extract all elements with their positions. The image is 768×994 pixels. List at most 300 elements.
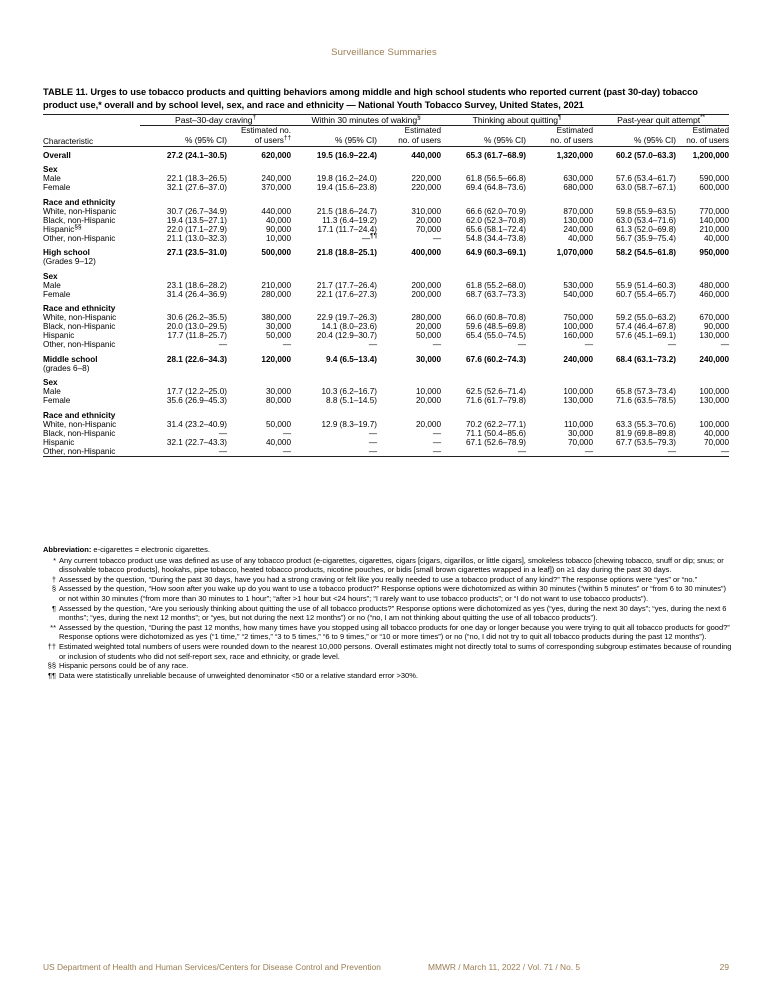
table-cell: 62.5 (52.6–71.4) bbox=[465, 387, 527, 397]
table-cell: 10,000 bbox=[265, 233, 292, 243]
table-cell: — bbox=[218, 428, 227, 438]
table-cell: 680,000 bbox=[563, 183, 594, 193]
table-cell: 21.5 (18.6–24.7) bbox=[316, 206, 378, 216]
table-cell: 22.9 (19.7–26.3) bbox=[316, 313, 378, 323]
table-cell bbox=[676, 266, 729, 281]
table-row bbox=[43, 174, 729, 183]
table-cell: 750,000 bbox=[563, 313, 594, 323]
table-cell: — bbox=[517, 340, 527, 350]
table-cell: —¶¶ bbox=[361, 231, 378, 243]
table-cell: 240,000 bbox=[699, 354, 730, 364]
table-cell: 200,000 bbox=[411, 280, 442, 290]
table-cell bbox=[526, 160, 593, 175]
table-cell: 670,000 bbox=[699, 313, 730, 323]
table-cell: 20,000 bbox=[415, 215, 442, 225]
footer-page-number: 29 bbox=[719, 962, 729, 972]
table-cell bbox=[676, 160, 729, 175]
table-cell: 70,000 bbox=[415, 224, 442, 234]
table-cell bbox=[291, 299, 377, 314]
table-cell: 58.2 (54.5–61.8) bbox=[615, 248, 677, 258]
table-cell: 120,000 bbox=[261, 354, 292, 364]
table-cell bbox=[227, 257, 291, 266]
table-row bbox=[43, 405, 729, 420]
table-cell: 70,000 bbox=[567, 437, 594, 447]
column-header-craving-pct: % (95% CI) bbox=[185, 136, 227, 146]
table-cell bbox=[526, 299, 593, 314]
row-label-marker: §§ bbox=[74, 222, 82, 230]
table-cell bbox=[227, 160, 291, 175]
table-cell bbox=[526, 364, 593, 373]
table-row bbox=[43, 266, 729, 281]
table-title-line-1: TABLE 11. Urges to use tobacco products and quitting behaviors among middle and high school students who reported current (past 30-day) bbox=[43, 87, 661, 97]
footnote-item bbox=[43, 642, 733, 661]
table-cell bbox=[676, 192, 729, 207]
row-label: Hispanic bbox=[43, 437, 75, 447]
table-cell: 50,000 bbox=[265, 419, 292, 429]
row-label: Black, non-Hispanic bbox=[43, 215, 116, 225]
table-cell bbox=[441, 192, 526, 207]
table-cell bbox=[441, 160, 526, 175]
table-cell bbox=[441, 257, 526, 266]
table-body bbox=[43, 147, 729, 456]
footnote-marker: †† bbox=[47, 641, 56, 651]
table-cell: — bbox=[282, 446, 292, 456]
table-cell: 1,200,000 bbox=[692, 150, 730, 160]
table-cell: — bbox=[218, 340, 227, 350]
group-marker: § bbox=[417, 114, 421, 122]
footnote-text: Any current tobacco product use was defined as use of any tobacco product (e-cigarettes, cigarettes, cigars [cigars, cigarillos, or little cigars], smokeless tobacco [chewing tobacco, snuff or dip; snus; or dissolvable tobacco products], hookahs, pipe tobacco, heated tobacco products, nicotine pouches, or bidis [small brown cigarettes wrapped in a leaf]) on ≥1 day during the past 30 days. bbox=[59, 555, 724, 575]
table-cell: — bbox=[432, 428, 442, 438]
table-cell: 30,000 bbox=[567, 428, 594, 438]
table-cell: — bbox=[432, 233, 442, 243]
row-label: Race and ethnicity bbox=[43, 410, 116, 420]
row-label: Hispanic bbox=[43, 331, 75, 341]
group-header-quit-attempt bbox=[593, 115, 729, 126]
table-row bbox=[43, 192, 729, 207]
row-label: Other, non-Hispanic bbox=[43, 233, 116, 243]
column-header-quitting-pct: % (95% CI) bbox=[484, 136, 527, 146]
table-cell: 57.6 (53.4–61.7) bbox=[615, 174, 677, 184]
table-cell: 9.4 (6.5–13.4) bbox=[326, 354, 378, 364]
table-cell: 22.1 (18.3–26.5) bbox=[166, 174, 227, 184]
table-container bbox=[43, 114, 729, 457]
row-label: Hispanic§§ bbox=[43, 222, 82, 234]
footnote-text: Estimated weighted total numbers of users were rounded down to the nearest 10,000 persons. Overall estimates might not directly total to sums of corresponding subgroup estimates because of rounding or inclusion of students who did not self-report sex, race and ethnicity, or grade level. bbox=[59, 641, 732, 661]
table-cell: 32.1 (22.7–43.3) bbox=[166, 437, 227, 447]
data-table bbox=[43, 114, 729, 457]
row-label: Other, non-Hispanic bbox=[43, 340, 116, 350]
table-cell: 130,000 bbox=[699, 396, 730, 406]
table-cell: 280,000 bbox=[411, 313, 442, 323]
table-cell: 240,000 bbox=[563, 354, 594, 364]
table-row bbox=[43, 396, 729, 405]
table-cell: 20,000 bbox=[415, 419, 442, 429]
footnote-text: Assessed by the question, “During the past 30 days, have you had a strong craving or felt like you really needed to use a tobacco product of any kind?” The response options were “yes” or “no.” bbox=[59, 574, 698, 584]
table-cell bbox=[140, 192, 227, 207]
row-label: Middle school bbox=[43, 354, 98, 364]
table-cell: 130,000 bbox=[699, 331, 730, 341]
table-row bbox=[43, 313, 729, 322]
table-cell: 100,000 bbox=[699, 387, 730, 397]
table-cell: 19.4 (15.6–23.8) bbox=[316, 183, 378, 193]
table-row bbox=[43, 387, 729, 396]
table-cell bbox=[291, 160, 377, 175]
table-cell: 19.8 (16.2–24.0) bbox=[316, 174, 378, 184]
footnote-text: Data were statistically unreliable because of unweighted denominator <50 or a relative standard error >30%. bbox=[59, 670, 418, 680]
group-header-spacer bbox=[43, 115, 140, 126]
row-label: Female bbox=[43, 396, 71, 406]
table-cell: 380,000 bbox=[261, 313, 292, 323]
table-row bbox=[43, 290, 729, 299]
row-label: Overall bbox=[43, 150, 71, 160]
table-row bbox=[43, 207, 729, 216]
table-cell bbox=[593, 160, 676, 175]
group-label-text: Thinking about quitting bbox=[472, 115, 558, 125]
table-cell bbox=[291, 405, 377, 420]
footnote-text: Assessed by the question, “How soon after you wake up do you want to use a tobacco product?” Response options were dichotomized as within 30 minutes (“within 5 minutes” or “from 6 to 30 minutes”) or not within 30 minutes (“from more than 30 minutes to 1 hour”; “after >1 hour but <24 hours”; “I rarely want to use tobacco products”; or “I do not want to use tobacco products”). bbox=[59, 584, 727, 603]
table-cell: 21.1 (13.0–32.3) bbox=[166, 233, 227, 243]
table-cell: 55.9 (51.4–60.3) bbox=[615, 280, 677, 290]
table-cell: 40,000 bbox=[703, 233, 730, 243]
table-cell: 1,070,000 bbox=[556, 248, 594, 258]
table-row bbox=[43, 429, 729, 438]
table-cell: — bbox=[282, 340, 292, 350]
table-cell bbox=[593, 266, 676, 281]
footnote-marker: ** bbox=[50, 622, 56, 632]
running-head: Surveillance Summaries bbox=[331, 47, 437, 58]
footnote-marker: ¶¶ bbox=[47, 670, 56, 680]
table-cell: 590,000 bbox=[699, 174, 730, 184]
group-label-text: Past-year quit attempt bbox=[617, 115, 701, 125]
table-cell: 40,000 bbox=[703, 428, 730, 438]
table-cell: — bbox=[368, 428, 378, 438]
row-label: High school bbox=[43, 248, 90, 258]
group-header-craving bbox=[140, 115, 291, 126]
table-cell: 20,000 bbox=[415, 396, 442, 406]
table-cell bbox=[377, 364, 441, 373]
column-header-quitting-users: Estimated no. of users bbox=[550, 126, 594, 146]
table-cell bbox=[676, 364, 729, 373]
table-cell bbox=[227, 192, 291, 207]
table-cell bbox=[377, 266, 441, 281]
table-cell: 32.1 (27.6–37.0) bbox=[166, 183, 227, 193]
row-label: White, non-Hispanic bbox=[43, 419, 117, 429]
table-cell: 40,000 bbox=[265, 215, 292, 225]
table-cell: 19.5 (16.9–22.4) bbox=[316, 150, 378, 160]
table-cell bbox=[526, 257, 593, 266]
table-cell: 20.4 (12.9–30.7) bbox=[316, 331, 378, 341]
table-row bbox=[43, 322, 729, 331]
table-cell: 63.0 (53.4–71.6) bbox=[615, 215, 677, 225]
table-cell: — bbox=[720, 446, 730, 456]
group-label-text: Past–30-day craving bbox=[175, 115, 253, 125]
table-cell: 90,000 bbox=[265, 224, 292, 234]
footnote-marker: §§ bbox=[47, 661, 56, 671]
abbreviation-label: Abbreviation: bbox=[43, 545, 92, 554]
table-cell bbox=[593, 299, 676, 314]
table-cell: 61.3 (52.0–69.8) bbox=[615, 224, 677, 234]
row-label: Other, non-Hispanic bbox=[43, 446, 116, 456]
table-row bbox=[43, 438, 729, 447]
table-cell bbox=[140, 266, 227, 281]
table-cell: 27.1 (23.5–31.0) bbox=[166, 248, 227, 258]
table-cell: 630,000 bbox=[563, 174, 594, 184]
table-row bbox=[43, 225, 729, 234]
table-cell: 240,000 bbox=[563, 224, 594, 234]
table-cell bbox=[676, 299, 729, 314]
table-cell: — bbox=[584, 446, 594, 456]
table-row bbox=[43, 243, 729, 258]
table-cell: 57.6 (45.1–69.1) bbox=[615, 331, 677, 341]
table-cell: 12.9 (8.3–19.7) bbox=[321, 419, 378, 429]
table-cell bbox=[377, 299, 441, 314]
table-cell: 17.7 (11.8–25.7) bbox=[167, 331, 227, 341]
table-cell: 22.1 (17.6–27.3) bbox=[316, 289, 378, 299]
table-row bbox=[43, 257, 729, 266]
abbreviation-note bbox=[43, 545, 733, 555]
table-cell bbox=[227, 364, 291, 373]
table-cell bbox=[676, 405, 729, 420]
table-cell: 63.3 (55.3–70.6) bbox=[615, 419, 677, 429]
table-cell: — bbox=[667, 446, 677, 456]
table-cell: 950,000 bbox=[699, 248, 730, 258]
footnote-item bbox=[43, 604, 733, 623]
footnote-text: Assessed by the question, “During the past 12 months, how many times have you stopped using all tobacco products for one day or longer because you were trying to quit all tobacco products for good?” Response options were dichotomized as yes (“1 time,” “2 times,” “3 to 5 times,” “6 to 9 times,” or “10 or more times”) or no (“no, I did not try to quit all tobacco products during the past 12 months”). bbox=[59, 622, 730, 642]
table-cell bbox=[441, 299, 526, 314]
table-cell: 210,000 bbox=[699, 224, 730, 234]
table-cell: 17.7 (12.2–25.0) bbox=[166, 387, 227, 397]
table-cell: 30,000 bbox=[415, 354, 442, 364]
column-header-attempt-pct: % (95% CI) bbox=[634, 136, 677, 146]
table-cell: 14.1 (8.0–23.6) bbox=[321, 322, 378, 332]
table-cell: 22.0 (17.1–27.9) bbox=[166, 224, 227, 234]
footer-agency: US Department of Health and Human Services/Centers for Disease Control and Prevention bbox=[43, 962, 381, 972]
table-cell: 54.8 (34.4–73.8) bbox=[465, 233, 527, 243]
table-cell: — bbox=[368, 437, 378, 447]
table-cell bbox=[676, 257, 729, 266]
table-cell: — bbox=[282, 428, 292, 438]
table-cell: 71.6 (61.7–79.8) bbox=[465, 396, 527, 406]
table-row bbox=[43, 281, 729, 290]
footnotes bbox=[43, 545, 733, 680]
table-cell: 80,000 bbox=[265, 396, 292, 406]
column-header-waking-pct: % (95% CI) bbox=[335, 136, 378, 146]
column-header-characteristic: Characteristic bbox=[43, 137, 94, 147]
table-cell bbox=[291, 192, 377, 207]
table-cell bbox=[291, 257, 377, 266]
table-cell: 30.7 (26.7–34.9) bbox=[166, 206, 227, 216]
footnote-marker: § bbox=[51, 584, 56, 594]
table-row bbox=[43, 349, 729, 364]
table-cell bbox=[140, 257, 227, 266]
table-cell bbox=[377, 160, 441, 175]
table-cell bbox=[441, 266, 526, 281]
table-row bbox=[43, 420, 729, 429]
table-row bbox=[43, 234, 729, 243]
table-cell: 56.7 (35.9–75.4) bbox=[615, 233, 677, 243]
table-cell bbox=[140, 160, 227, 175]
table-cell: 440,000 bbox=[411, 150, 442, 160]
table-cell: 65.6 (58.1–72.4) bbox=[465, 224, 527, 234]
table-cell: 40,000 bbox=[265, 437, 292, 447]
footnote-item bbox=[43, 623, 733, 642]
table-cell bbox=[593, 405, 676, 420]
table-cell: 460,000 bbox=[699, 289, 730, 299]
table-cell: 67.1 (52.6–78.9) bbox=[465, 437, 527, 447]
table-cell: 870,000 bbox=[563, 206, 594, 216]
table-cell: 220,000 bbox=[411, 183, 442, 193]
table-cell: 400,000 bbox=[411, 248, 442, 258]
table-cell: 59.8 (55.9–63.5) bbox=[615, 206, 677, 216]
footnote-marker: ¶ bbox=[51, 603, 56, 613]
table-cell: 81.9 (69.8–89.8) bbox=[615, 428, 677, 438]
table-cell: 61.8 (56.5–66.8) bbox=[465, 174, 527, 184]
table-cell bbox=[140, 373, 227, 388]
table-row bbox=[43, 299, 729, 314]
table-cell: — bbox=[368, 446, 378, 456]
table-title bbox=[43, 86, 729, 111]
table-cell: 110,000 bbox=[564, 419, 594, 429]
row-label: Female bbox=[43, 183, 71, 193]
table-row bbox=[43, 447, 729, 457]
table-cell bbox=[140, 364, 227, 373]
table-cell: — bbox=[667, 340, 677, 350]
table-cell: 100,000 bbox=[563, 322, 594, 332]
table-cell: 30,000 bbox=[265, 387, 292, 397]
row-label: Sex bbox=[43, 378, 58, 388]
table-row bbox=[43, 183, 729, 192]
footnote-text: Assessed by the question, “Are you seriously thinking about quitting the use of all tobacco products?” Response options were dichotomized as yes (“yes, during the next 30 days”; “yes, during the next 6 months”; “yes, during the next 12 months”; or “yes, but not during the next 12 months”) or no (“no, I am not thinking about quitting the use of all tobacco products”). bbox=[59, 603, 727, 623]
table-cell: 100,000 bbox=[563, 387, 594, 397]
table-cell: — bbox=[720, 340, 730, 350]
group-header-row bbox=[43, 115, 729, 126]
table-cell bbox=[140, 405, 227, 420]
table-cell: 480,000 bbox=[699, 280, 730, 290]
table-row bbox=[43, 216, 729, 225]
table-cell: 200,000 bbox=[411, 289, 442, 299]
table-cell bbox=[377, 373, 441, 388]
table-cell bbox=[227, 299, 291, 314]
table-cell: — bbox=[432, 446, 442, 456]
row-label: White, non-Hispanic bbox=[43, 313, 117, 323]
table-cell: 20,000 bbox=[415, 322, 442, 332]
table-cell bbox=[377, 405, 441, 420]
table-cell: 500,000 bbox=[261, 248, 292, 258]
table-cell: 10.3 (6.2–16.7) bbox=[321, 387, 378, 397]
table-row bbox=[43, 160, 729, 175]
table-head bbox=[43, 115, 729, 147]
table-cell: 600,000 bbox=[699, 183, 730, 193]
table-cell: 69.4 (64.8–73.6) bbox=[465, 183, 527, 193]
table-cell: 65.4 (55.0–74.5) bbox=[465, 331, 527, 341]
table-cell: 71.1 (50.4–85.6) bbox=[465, 428, 527, 438]
table-cell: 530,000 bbox=[563, 280, 594, 290]
table-cell: 440,000 bbox=[261, 206, 292, 216]
table-cell bbox=[227, 266, 291, 281]
table-cell: 64.9 (60.3–69.1) bbox=[465, 248, 527, 258]
table-cell: 70.2 (62.2–77.1) bbox=[465, 419, 527, 429]
table-cell: — bbox=[432, 340, 442, 350]
table-cell: — bbox=[584, 340, 594, 350]
table-cell bbox=[441, 373, 526, 388]
row-label: Male bbox=[43, 174, 61, 184]
table-cell: 65.8 (57.3–73.4) bbox=[615, 387, 677, 397]
table-cell: 370,000 bbox=[261, 183, 292, 193]
table-cell: — bbox=[218, 446, 227, 456]
table-cell bbox=[227, 373, 291, 388]
table-cell: 23.1 (18.6–28.2) bbox=[166, 280, 227, 290]
footnote-item bbox=[43, 556, 733, 575]
table-row bbox=[43, 364, 729, 373]
table-row bbox=[43, 147, 729, 160]
table-cell: 310,000 bbox=[411, 206, 442, 216]
table-cell bbox=[140, 299, 227, 314]
table-cell bbox=[441, 405, 526, 420]
table-cell: 28.1 (22.6–34.3) bbox=[166, 354, 227, 364]
table-cell: 35.6 (26.9–45.3) bbox=[166, 396, 227, 406]
footnote-list bbox=[43, 556, 733, 681]
table-cell bbox=[593, 373, 676, 388]
table-cell: 10,000 bbox=[415, 387, 442, 397]
table-cell: 63.0 (58.7–67.1) bbox=[615, 183, 677, 193]
table-cell: 67.7 (53.5–79.3) bbox=[615, 437, 677, 447]
table-cell bbox=[593, 257, 676, 266]
table-cell: 130,000 bbox=[563, 215, 594, 225]
table-cell: 59.2 (55.0–63.2) bbox=[615, 313, 677, 323]
table-cell: 66.0 (60.8–70.8) bbox=[465, 313, 527, 323]
table-cell bbox=[227, 405, 291, 420]
table-cell bbox=[526, 192, 593, 207]
table-cell: 20.0 (13.0–29.5) bbox=[166, 322, 227, 332]
table-cell: 65.3 (61.7–68.9) bbox=[465, 150, 527, 160]
column-header-waking-users: Estimated no. of users bbox=[398, 126, 442, 146]
table-cell: — bbox=[368, 340, 378, 350]
table-cell: 770,000 bbox=[699, 206, 730, 216]
table-cell: 19.4 (13.5–27.1) bbox=[166, 215, 227, 225]
row-label: Black, non-Hispanic bbox=[43, 322, 116, 332]
table-cell: 68.7 (63.7–73.3) bbox=[465, 289, 527, 299]
row-label: Race and ethnicity bbox=[43, 197, 116, 207]
row-label: Black, non-Hispanic bbox=[43, 428, 116, 438]
table-row bbox=[43, 331, 729, 340]
row-label: Male bbox=[43, 280, 61, 290]
table-cell: 27.2 (24.1–30.5) bbox=[166, 150, 227, 160]
row-label: White, non-Hispanic bbox=[43, 206, 117, 216]
table-cell bbox=[593, 192, 676, 207]
footnote-marker: * bbox=[53, 555, 56, 565]
table-cell: 540,000 bbox=[563, 289, 594, 299]
table-cell: 620,000 bbox=[261, 150, 292, 160]
page-footer bbox=[43, 962, 729, 972]
table-cell: 240,000 bbox=[261, 174, 292, 184]
table-cell bbox=[377, 257, 441, 266]
footnote-item bbox=[43, 575, 733, 585]
table-cell bbox=[593, 364, 676, 373]
abbreviation-text: e-cigarettes = electronic cigarettes. bbox=[91, 545, 210, 554]
cell-marker: ¶¶ bbox=[370, 231, 378, 239]
table-cell: 30.6 (26.2–35.5) bbox=[166, 313, 227, 323]
table-cell: 60.7 (55.4–65.7) bbox=[615, 289, 677, 299]
table-cell: 210,000 bbox=[261, 280, 292, 290]
table-row bbox=[43, 340, 729, 349]
table-cell: 61.8 (55.2–68.0) bbox=[465, 280, 527, 290]
group-marker: ¶ bbox=[558, 114, 562, 122]
group-label-text: Within 30 minutes of waking bbox=[311, 115, 418, 125]
table-cell: 21.7 (17.7–26.4) bbox=[316, 280, 378, 290]
sub-header-row bbox=[43, 126, 729, 147]
footnote-item bbox=[43, 661, 733, 671]
footnote-item bbox=[43, 584, 733, 603]
